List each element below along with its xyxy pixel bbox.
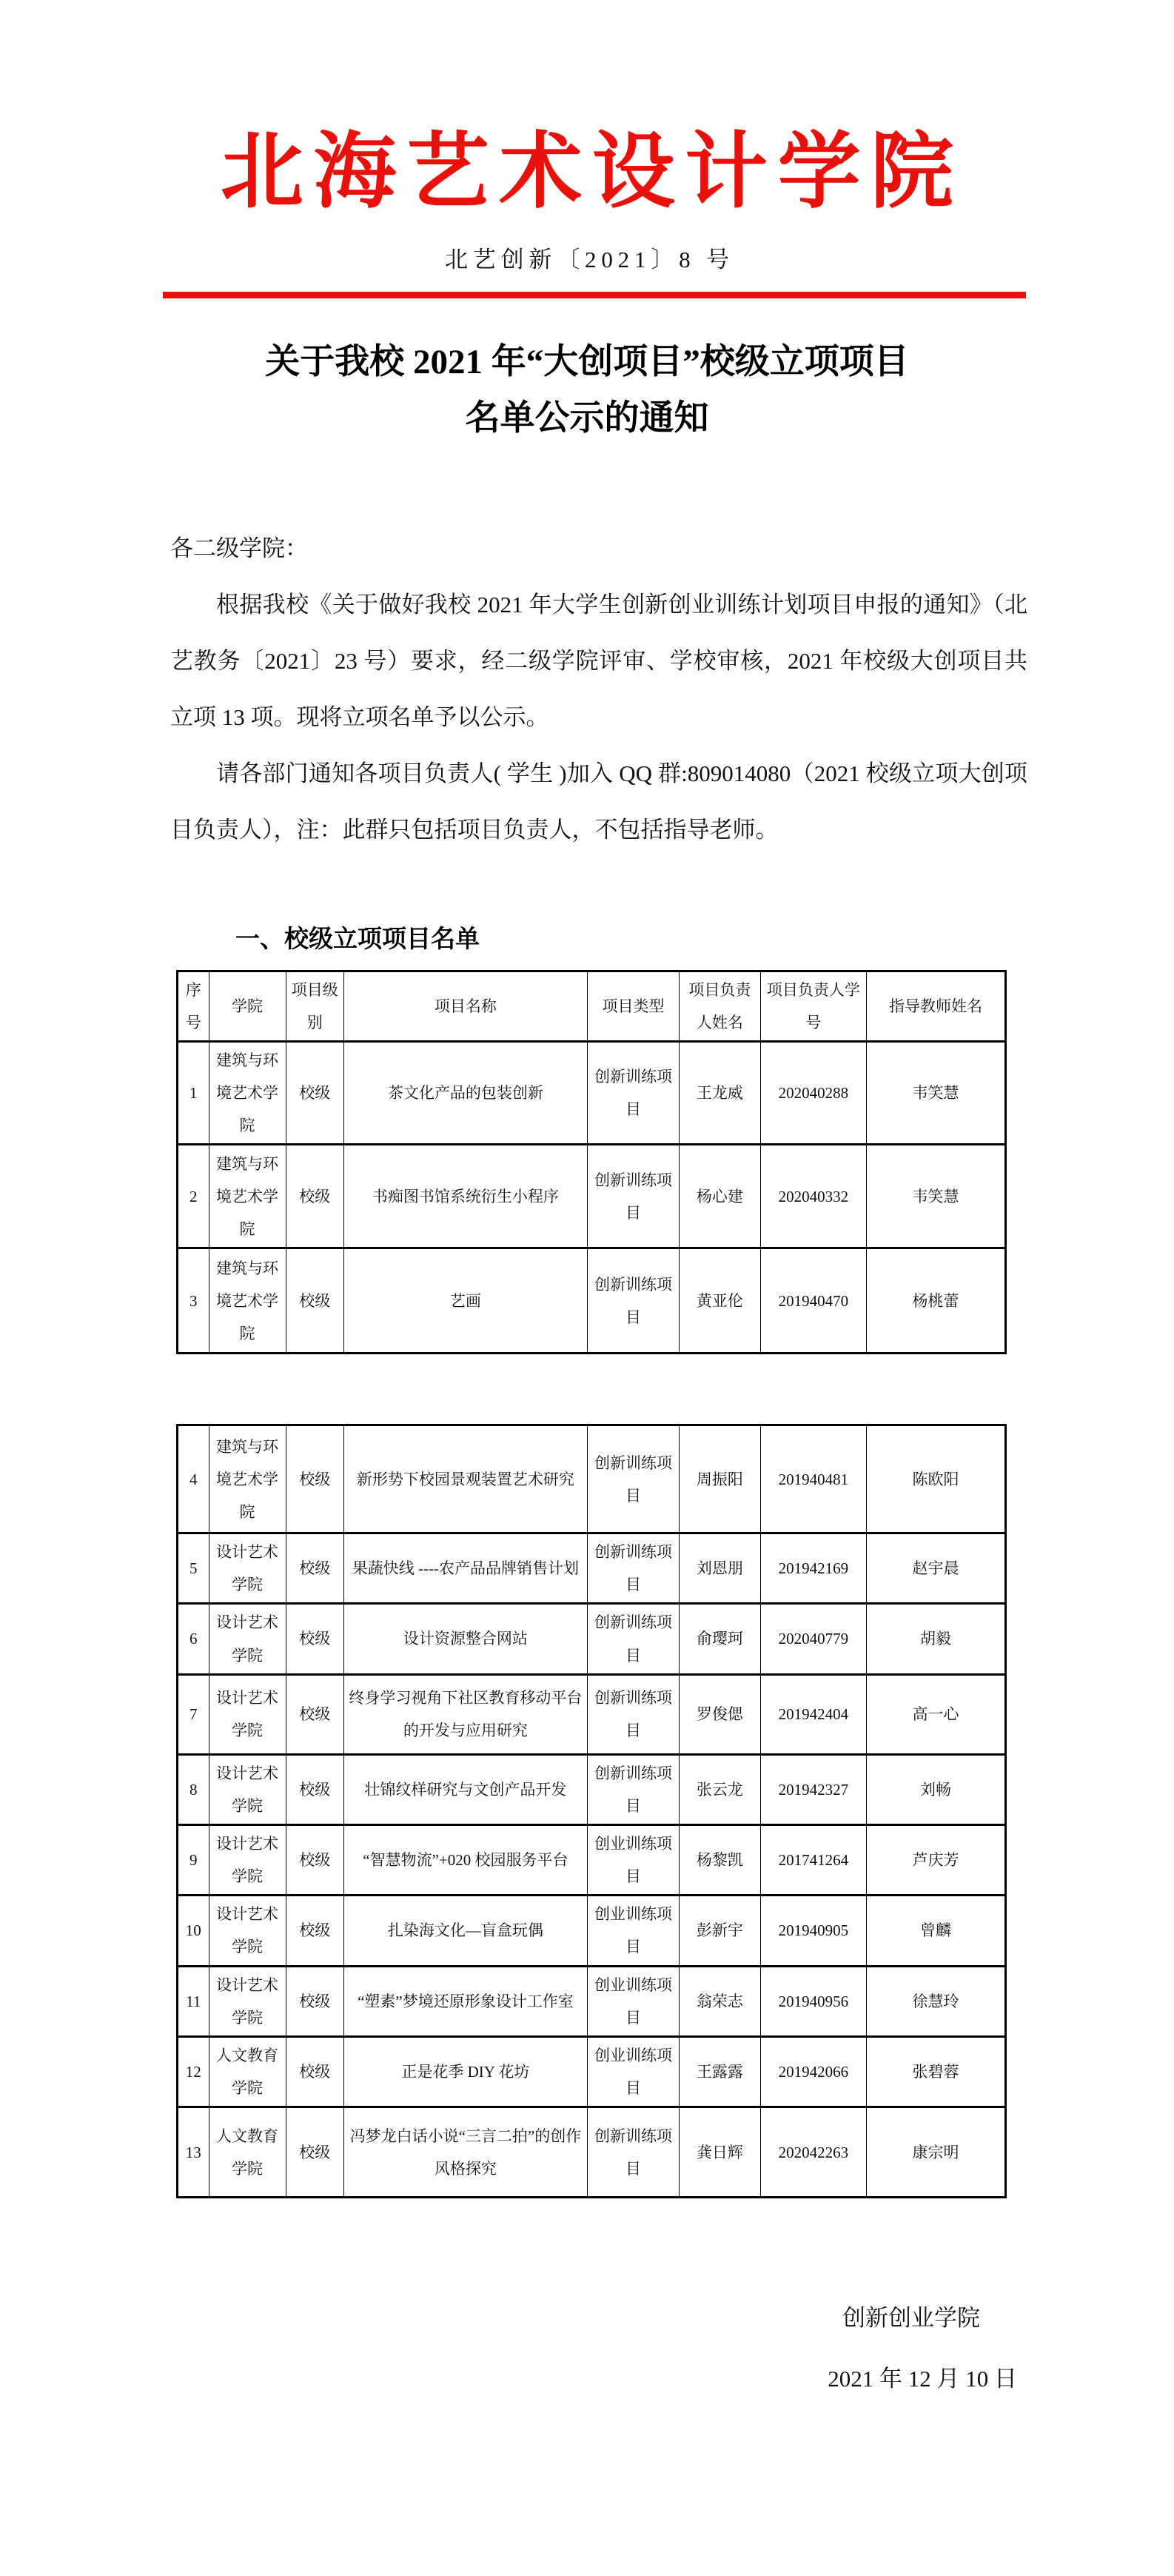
table-cell: 韦笑慧 xyxy=(866,1145,1005,1248)
table-cell: 12 xyxy=(178,2037,209,2107)
table-cell: 赵宇晨 xyxy=(866,1533,1005,1604)
table-cell: 201942169 xyxy=(760,1533,866,1604)
table-cell: 创业训练项目 xyxy=(587,1895,679,1966)
table-row xyxy=(178,1533,1006,1604)
table-cell: 设计艺术学院 xyxy=(209,1533,286,1604)
col-header-student-id: 项目负责人学号 xyxy=(760,971,866,1041)
table-cell: 201741264 xyxy=(760,1824,866,1895)
salutation: 各二级学院： xyxy=(170,535,308,562)
table-cell: 202040332 xyxy=(760,1145,866,1248)
table-cell: 胡毅 xyxy=(866,1604,1005,1674)
table-cell: 202042263 xyxy=(760,2107,866,2198)
table-cell: 罗俊偲 xyxy=(680,1674,761,1754)
table-cell: 康宗明 xyxy=(866,2107,1005,2198)
col-header-name: 项目名称 xyxy=(343,971,587,1041)
table-cell: 201940905 xyxy=(760,1895,866,1966)
col-header-type: 项目类型 xyxy=(587,971,679,1041)
table-cell: 建筑与环境艺术学院 xyxy=(209,1425,286,1533)
table-cell: 7 xyxy=(178,1674,209,1754)
table-cell: 1 xyxy=(178,1041,209,1144)
table-cell: 校级 xyxy=(286,1674,343,1754)
table-cell: 校级 xyxy=(286,1895,343,1966)
doc-number: 北艺创新〔2021〕8 号 xyxy=(444,247,734,272)
table-row xyxy=(178,2037,1006,2107)
table-cell: 茶文化产品的包装创新 xyxy=(343,1041,587,1144)
table-cell: 王龙威 xyxy=(680,1041,761,1144)
table-cell: 8 xyxy=(178,1754,209,1824)
table-cell: 建筑与环境艺术学院 xyxy=(209,1248,286,1354)
table-cell: 校级 xyxy=(286,1824,343,1895)
letterhead-divider xyxy=(163,292,1026,298)
table-cell: 终身学习视角下社区教育移动平台的开发与应用研究 xyxy=(343,1674,587,1754)
table-cell: 4 xyxy=(178,1425,209,1533)
table-cell: 创新训练项目 xyxy=(587,1145,679,1248)
table-cell: 芦庆芳 xyxy=(866,1824,1005,1895)
table-cell: 张云龙 xyxy=(680,1754,761,1824)
table-cell: 201940481 xyxy=(760,1425,866,1533)
signature-department: 创新创业学院 xyxy=(842,2305,980,2332)
table-cell: 俞璎珂 xyxy=(680,1604,761,1674)
project-table-part1 xyxy=(176,970,1007,1354)
table-cell: 建筑与环境艺术学院 xyxy=(209,1041,286,1144)
table-cell: 壮锦纹样研究与文创产品开发 xyxy=(343,1754,587,1824)
table-row xyxy=(178,1674,1006,1754)
table-cell: 刘恩朋 xyxy=(680,1533,761,1604)
table-cell: 设计艺术学院 xyxy=(209,1966,286,2036)
table-row xyxy=(178,1895,1006,1966)
org-name-letterhead: 北海艺术设计学院 xyxy=(220,127,964,218)
table-cell: 扎染海文化—盲盒玩偶 xyxy=(343,1895,587,1966)
table-cell: 设计艺术学院 xyxy=(209,1824,286,1895)
table-cell: 创新训练项目 xyxy=(587,1674,679,1754)
page-title xyxy=(0,334,1174,446)
table-cell: 人文教育学院 xyxy=(209,2107,286,2198)
project-table-part2 xyxy=(176,1424,1007,2198)
table-cell: 202040288 xyxy=(760,1041,866,1144)
table-cell: 翁荣志 xyxy=(680,1966,761,2036)
table-cell: 校级 xyxy=(286,1533,343,1604)
table-row xyxy=(178,1425,1006,1533)
table-row xyxy=(178,1041,1006,1144)
table-cell: “智慧物流”+020 校园服务平台 xyxy=(343,1824,587,1895)
table-cell: 校级 xyxy=(286,1966,343,2036)
table-cell: 5 xyxy=(178,1533,209,1604)
table-cell: 冯梦龙白话小说“三言二拍”的创作风格探究 xyxy=(343,2107,587,2198)
table-cell: 设计艺术学院 xyxy=(209,1604,286,1674)
col-header-leader: 项目负责人姓名 xyxy=(680,971,761,1041)
table-cell: 黄亚伦 xyxy=(680,1248,761,1354)
paragraph-basis: 根据我校《关于做好我校 2021 年大学生创新创业训练计划项目申报的通知》（北艺教务〔2021〕23 号）要求，经二级学院评审、学校审核，2021 年校级大创项目共立项 13 项。现将立项名单予以公示。 xyxy=(170,592,1027,731)
table-row xyxy=(178,1604,1006,1674)
table-cell: 果蔬快线 ----农产品品牌销售计划 xyxy=(343,1533,587,1604)
table-cell: 校级 xyxy=(286,1248,343,1354)
table-cell: 创新训练项目 xyxy=(587,1425,679,1533)
table-cell: 新形势下校园景观装置艺术研究 xyxy=(343,1425,587,1533)
col-header-seq: 序号 xyxy=(178,971,209,1041)
paragraph-qq-notice: 请各部门通知各项目负责人( 学生 )加入 QQ 群:809014080（2021 校级立项大创项目负责人），注：此群只包括项目负责人，不包括指导老师。 xyxy=(170,760,1027,843)
table-cell: 校级 xyxy=(286,1604,343,1674)
table-cell: 2 xyxy=(178,1145,209,1248)
table-cell: 徐慧玲 xyxy=(866,1966,1005,2036)
table-cell: 设计艺术学院 xyxy=(209,1754,286,1824)
table-header-row xyxy=(178,971,1006,1041)
table-cell: 杨黎凯 xyxy=(680,1824,761,1895)
table-cell: 创新训练项目 xyxy=(587,1041,679,1144)
table-cell: 创新训练项目 xyxy=(587,1754,679,1824)
table-cell: 校级 xyxy=(286,2107,343,2198)
table-cell: 3 xyxy=(178,1248,209,1354)
table-row xyxy=(178,1248,1006,1354)
table-cell: 曾麟 xyxy=(866,1895,1005,1966)
table-row xyxy=(178,1824,1006,1895)
table-cell: 刘畅 xyxy=(866,1754,1005,1824)
section-heading: 一、校级立项项目名单 xyxy=(235,925,480,953)
table-cell: “塑素”梦境还原形象设计工作室 xyxy=(343,1966,587,2036)
table-cell: 校级 xyxy=(286,1754,343,1824)
table-cell: 202040779 xyxy=(760,1604,866,1674)
table-cell: 建筑与环境艺术学院 xyxy=(209,1145,286,1248)
table-cell: 杨桃蕾 xyxy=(866,1248,1005,1354)
table-cell: 201942327 xyxy=(760,1754,866,1824)
table-cell: 设计资源整合网站 xyxy=(343,1604,587,1674)
table-cell: 校级 xyxy=(286,2037,343,2107)
page-title-line2: 名单公示的通知 xyxy=(465,399,709,438)
signature-date: 2021 年 12 月 10 日 xyxy=(828,2365,1017,2392)
table-cell: 创新训练项目 xyxy=(587,1604,679,1674)
table-cell: 校级 xyxy=(286,1425,343,1533)
table-cell: 创业训练项目 xyxy=(587,2037,679,2107)
table-cell: 设计艺术学院 xyxy=(209,1674,286,1754)
table-cell: 10 xyxy=(178,1895,209,1966)
table-cell: 创业训练项目 xyxy=(587,1966,679,2036)
table-cell: 13 xyxy=(178,2107,209,2198)
table-cell: 龚日辉 xyxy=(680,2107,761,2198)
table-cell: 创业训练项目 xyxy=(587,1824,679,1895)
table-cell: 设计艺术学院 xyxy=(209,1895,286,1966)
table-cell: 创新训练项目 xyxy=(587,1533,679,1604)
table-cell: 张碧蓉 xyxy=(866,2037,1005,2107)
table-cell: 王露露 xyxy=(680,2037,761,2107)
table-cell: 9 xyxy=(178,1824,209,1895)
table-cell: 校级 xyxy=(286,1041,343,1144)
body-text xyxy=(170,521,1027,858)
col-header-level: 项目级别 xyxy=(286,971,343,1041)
table-cell: 11 xyxy=(178,1966,209,2036)
table-cell: 陈欧阳 xyxy=(866,1425,1005,1533)
col-header-teacher: 指导教师姓名 xyxy=(866,971,1005,1041)
table-row xyxy=(178,2107,1006,2198)
table-cell: 6 xyxy=(178,1604,209,1674)
table-row xyxy=(178,1966,1006,2036)
table-cell: 校级 xyxy=(286,1145,343,1248)
table-cell: 201940956 xyxy=(760,1966,866,2036)
table-cell: 杨心建 xyxy=(680,1145,761,1248)
table-cell: 人文教育学院 xyxy=(209,2037,286,2107)
table-cell: 高一心 xyxy=(866,1674,1005,1754)
table-cell: 周振阳 xyxy=(680,1425,761,1533)
table-cell: 创新训练项目 xyxy=(587,1248,679,1354)
table-cell: 201942066 xyxy=(760,2037,866,2107)
table-cell: 彭新宇 xyxy=(680,1895,761,1966)
col-header-college: 学院 xyxy=(209,971,286,1041)
table-cell: 201942404 xyxy=(760,1674,866,1754)
table-cell: 韦笑慧 xyxy=(866,1041,1005,1144)
table-cell: 创新训练项目 xyxy=(587,2107,679,2198)
page-title-line1: 关于我校 2021 年“大创项目”校级立项项目 xyxy=(265,343,909,381)
table-cell: 201940470 xyxy=(760,1248,866,1354)
table-row xyxy=(178,1754,1006,1824)
table-row xyxy=(178,1145,1006,1248)
table-cell: 书痴图书馆系统衍生小程序 xyxy=(343,1145,587,1248)
table-cell: 艺画 xyxy=(343,1248,587,1354)
table-cell: 正是花季 DIY 花坊 xyxy=(343,2037,587,2107)
